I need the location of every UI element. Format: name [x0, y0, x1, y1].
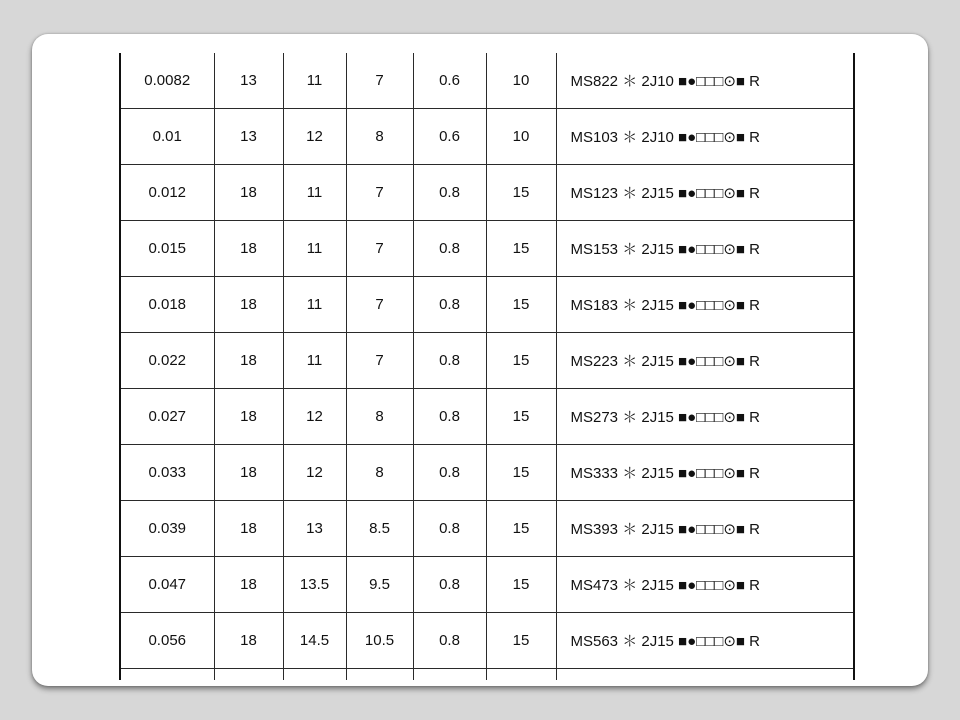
- table-cell: 14.5: [283, 613, 346, 669]
- table-cell: 15: [486, 277, 556, 333]
- table-cell: 11: [283, 221, 346, 277]
- table-row: [120, 501, 854, 557]
- table-cell: 18: [214, 445, 283, 501]
- table-cell: 8: [346, 109, 413, 165]
- table-cell: 0.8: [413, 613, 486, 669]
- table-row: [120, 445, 854, 501]
- table-cell: [486, 669, 556, 681]
- table-cell: 13: [214, 53, 283, 109]
- part-number-cell: MS473 ＊ 2J15 ■●□□□⊙■ R: [556, 557, 854, 613]
- table-row-cut-off: [120, 669, 854, 681]
- table-cell: 13.5: [283, 557, 346, 613]
- table-cell: 8: [346, 445, 413, 501]
- part-number-cell: MS822 ＊ 2J10 ■●□□□⊙■ R: [556, 53, 854, 109]
- table-cell: 0.022: [120, 333, 214, 389]
- table-cell: 15: [486, 445, 556, 501]
- table-cell: 7: [346, 221, 413, 277]
- part-number-cell: MS223 ＊ 2J15 ■●□□□⊙■ R: [556, 333, 854, 389]
- table-cell: 7: [346, 53, 413, 109]
- table-cell: 0.033: [120, 445, 214, 501]
- table-cell: 0.015: [120, 221, 214, 277]
- table-cell: 15: [486, 501, 556, 557]
- table-body: [120, 53, 854, 680]
- table-cell: 15: [486, 221, 556, 277]
- table-cell: 7: [346, 165, 413, 221]
- table-cell: 0.8: [413, 445, 486, 501]
- table-cell: 0.8: [413, 557, 486, 613]
- table-cell: 18: [214, 165, 283, 221]
- table-cell: 0.8: [413, 501, 486, 557]
- table-cell: 10: [486, 53, 556, 109]
- table-cell: 11: [283, 165, 346, 221]
- table-cell: 15: [486, 165, 556, 221]
- table-row: [120, 389, 854, 445]
- table-cell: 15: [486, 389, 556, 445]
- table-cell: 18: [214, 613, 283, 669]
- table-cell: 15: [486, 557, 556, 613]
- table-cell: 0.6: [413, 109, 486, 165]
- table-cell: 18: [214, 389, 283, 445]
- spec-table: [119, 53, 855, 680]
- table-cell: 12: [283, 109, 346, 165]
- part-number-cell: MS153 ＊ 2J15 ■●□□□⊙■ R: [556, 221, 854, 277]
- table-cell: 15: [486, 613, 556, 669]
- table-row: [120, 613, 854, 669]
- table-cell: 0.012: [120, 165, 214, 221]
- part-number-cell: MS393 ＊ 2J15 ■●□□□⊙■ R: [556, 501, 854, 557]
- table-cell: 7: [346, 333, 413, 389]
- table-viewport: [119, 53, 855, 680]
- table-cell: 11: [283, 333, 346, 389]
- table-row: [120, 221, 854, 277]
- table-cell: 0.6: [413, 53, 486, 109]
- table-cell: 11: [283, 277, 346, 333]
- table-cell: [120, 669, 214, 681]
- part-number-cell: MS123 ＊ 2J15 ■●□□□⊙■ R: [556, 165, 854, 221]
- table-cell: 12: [283, 445, 346, 501]
- table-cell: 0.8: [413, 277, 486, 333]
- table-cell: 18: [214, 333, 283, 389]
- table-cell: 13: [283, 501, 346, 557]
- table-row: [120, 277, 854, 333]
- part-number-cell: MS183 ＊ 2J15 ■●□□□⊙■ R: [556, 277, 854, 333]
- part-number-cell: MS273 ＊ 2J15 ■●□□□⊙■ R: [556, 389, 854, 445]
- table-row: [120, 557, 854, 613]
- table-cell: 0.039: [120, 501, 214, 557]
- table-cell: 0.027: [120, 389, 214, 445]
- table-cell: 12: [283, 389, 346, 445]
- table-cell: 0.8: [413, 333, 486, 389]
- table-cell: 0.047: [120, 557, 214, 613]
- table-cell: 7: [346, 277, 413, 333]
- table-row: [120, 53, 854, 109]
- table-cell: 0.056: [120, 613, 214, 669]
- part-number-cell: MS103 ＊ 2J10 ■●□□□⊙■ R: [556, 109, 854, 165]
- table-cell: [413, 669, 486, 681]
- table-cell: [283, 669, 346, 681]
- table-cell: 0.8: [413, 389, 486, 445]
- table-cell: 8.5: [346, 501, 413, 557]
- table-cell: 0.8: [413, 165, 486, 221]
- table-cell: 18: [214, 501, 283, 557]
- part-number-cell: MS563 ＊ 2J15 ■●□□□⊙■ R: [556, 613, 854, 669]
- table-cell: 8: [346, 389, 413, 445]
- table-cell: 0.0082: [120, 53, 214, 109]
- table-cell: 13: [214, 109, 283, 165]
- table-cell: 18: [214, 557, 283, 613]
- table-row: [120, 109, 854, 165]
- part-number-cell: MS333 ＊ 2J15 ■●□□□⊙■ R: [556, 445, 854, 501]
- slide-card: [32, 34, 928, 686]
- table-cell: 0.018: [120, 277, 214, 333]
- table-row: [120, 165, 854, 221]
- table-cell: [214, 669, 283, 681]
- table-cell: [556, 669, 854, 681]
- table-cell: 18: [214, 277, 283, 333]
- table-cell: 15: [486, 333, 556, 389]
- table-cell: 0.8: [413, 221, 486, 277]
- table-cell: 10: [486, 109, 556, 165]
- table-row: [120, 333, 854, 389]
- table-cell: 11: [283, 53, 346, 109]
- table-cell: [346, 669, 413, 681]
- table-cell: 18: [214, 221, 283, 277]
- table-cell: 10.5: [346, 613, 413, 669]
- table-cell: 9.5: [346, 557, 413, 613]
- table-cell: 0.01: [120, 109, 214, 165]
